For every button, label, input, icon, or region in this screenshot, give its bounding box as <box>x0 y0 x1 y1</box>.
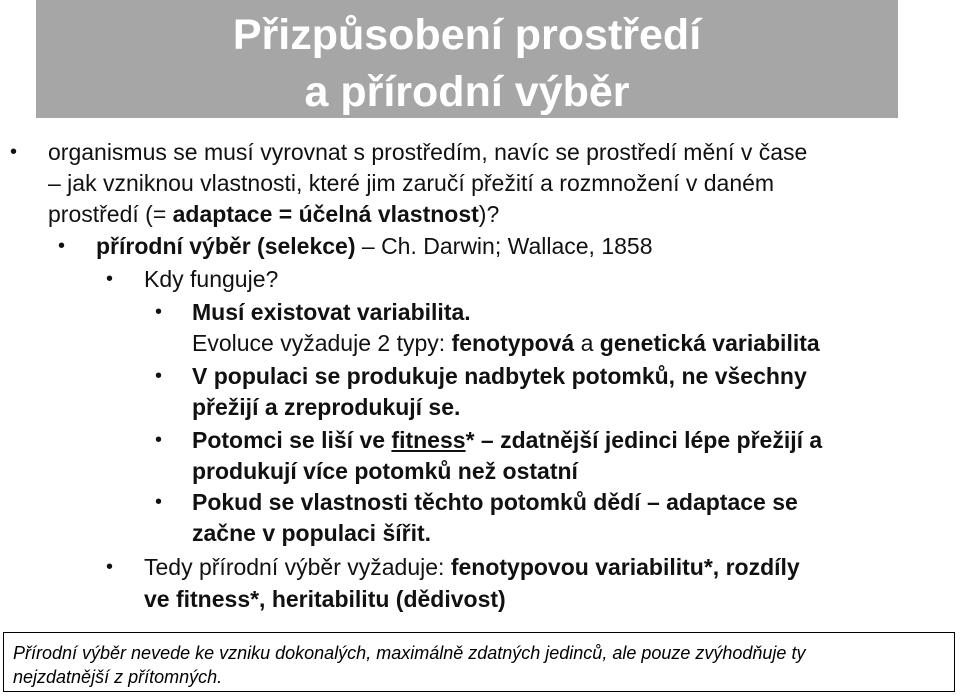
fitness-term: fitness <box>391 427 466 453</box>
title-banner <box>36 0 898 118</box>
bullet-8-line-1 <box>144 552 800 582</box>
bullet-7-bold-1: Pokud se vlastnosti těchto potomků dědí – adaptace se <box>192 489 798 515</box>
bullet-dot: • <box>106 268 114 290</box>
bullet-1-line-3 <box>48 199 499 229</box>
summary-note-line-2: nejzdatnější z přítomných. <box>13 667 223 687</box>
bullet-1-line-2: – jak vzniknou vlastnosti, které jim zaručí přežití a rozmnožení v daném <box>48 170 775 196</box>
bullet-8-text: Tedy přírodní výběr vyžaduje: <box>144 554 451 580</box>
bullet-dot: • <box>58 235 66 257</box>
bullet-5-bold-2: přežijí a zreprodukují se. <box>192 394 461 420</box>
bullet-8-bold: fenotypovou variabilitu*, rozdíly <box>450 554 800 580</box>
bullet-7-bold-2: začne v populaci šířit. <box>192 520 432 546</box>
bullet-1-text: prostředí (= <box>48 201 173 227</box>
bullet-6-text-end: * – zdatnější jedinci lépe přežijí a <box>465 427 823 453</box>
bullet-dot: • <box>106 556 114 578</box>
bullet-5-line-2 <box>192 392 460 422</box>
bullet-7-line-1 <box>192 487 798 517</box>
bullet-6-line-2 <box>192 456 578 486</box>
bullet-2-text: – Ch. Darwin; Wallace, 1858 <box>355 233 653 259</box>
title-line-2: a přírodní výběr <box>304 68 630 116</box>
bullet-2 <box>96 231 653 261</box>
title-line-1: Přizpůsobení prostředí <box>232 11 702 59</box>
bullet-7-line-2 <box>192 518 431 548</box>
bullet-4-line-2 <box>192 328 820 358</box>
bullet-5-bold-1: V populaci se produkuje nadbytek potomků, ne všechny <box>192 363 807 389</box>
bullet-6-text: Potomci se liší ve <box>192 427 392 453</box>
bullet-6-bold-2: produkují více potomků než ostatní <box>192 458 578 484</box>
bullet-5-line-1 <box>192 361 807 391</box>
bullet-4-bold: Musí existovat variabilita. <box>192 299 471 325</box>
bullet-8-line-2 <box>144 584 506 614</box>
bullet-4-line-1 <box>192 297 471 327</box>
natural-selection-term: přírodní výběr (selekce) <box>96 233 356 259</box>
bullet-1-line-1: organismus se musí vyrovnat s prostředím, navíc se prostředí mění v čase <box>48 139 808 165</box>
summary-note-line-1: Přírodní výběr nevede ke vzniku dokonalých, maximálně zdatných jedinců, ale pouze zvýhodňuje ty <box>13 643 806 663</box>
summary-note-box <box>3 632 955 692</box>
bullet-dot: • <box>155 429 163 451</box>
bullet-8-bold-2: ve fitness*, heritabilitu (dědivost) <box>144 586 506 612</box>
bullet-3: Kdy funguje? <box>144 266 279 292</box>
genetic-variability-term: genetická variabilita <box>599 330 820 356</box>
bullet-dot: • <box>155 301 163 323</box>
bullet-dot: • <box>155 491 163 513</box>
bullet-4-text: Evoluce vyžaduje 2 typy: <box>192 330 452 356</box>
bullet-dot: • <box>10 141 18 163</box>
bullet-4-connector: a <box>574 330 600 356</box>
adaptation-term: adaptace = účelná vlastnost <box>172 201 479 227</box>
phenotypic-term: fenotypová <box>451 330 575 356</box>
bullet-dot: • <box>155 365 163 387</box>
bullet-6-line-1 <box>192 425 822 455</box>
bullet-1-text-end: )? <box>478 201 500 227</box>
